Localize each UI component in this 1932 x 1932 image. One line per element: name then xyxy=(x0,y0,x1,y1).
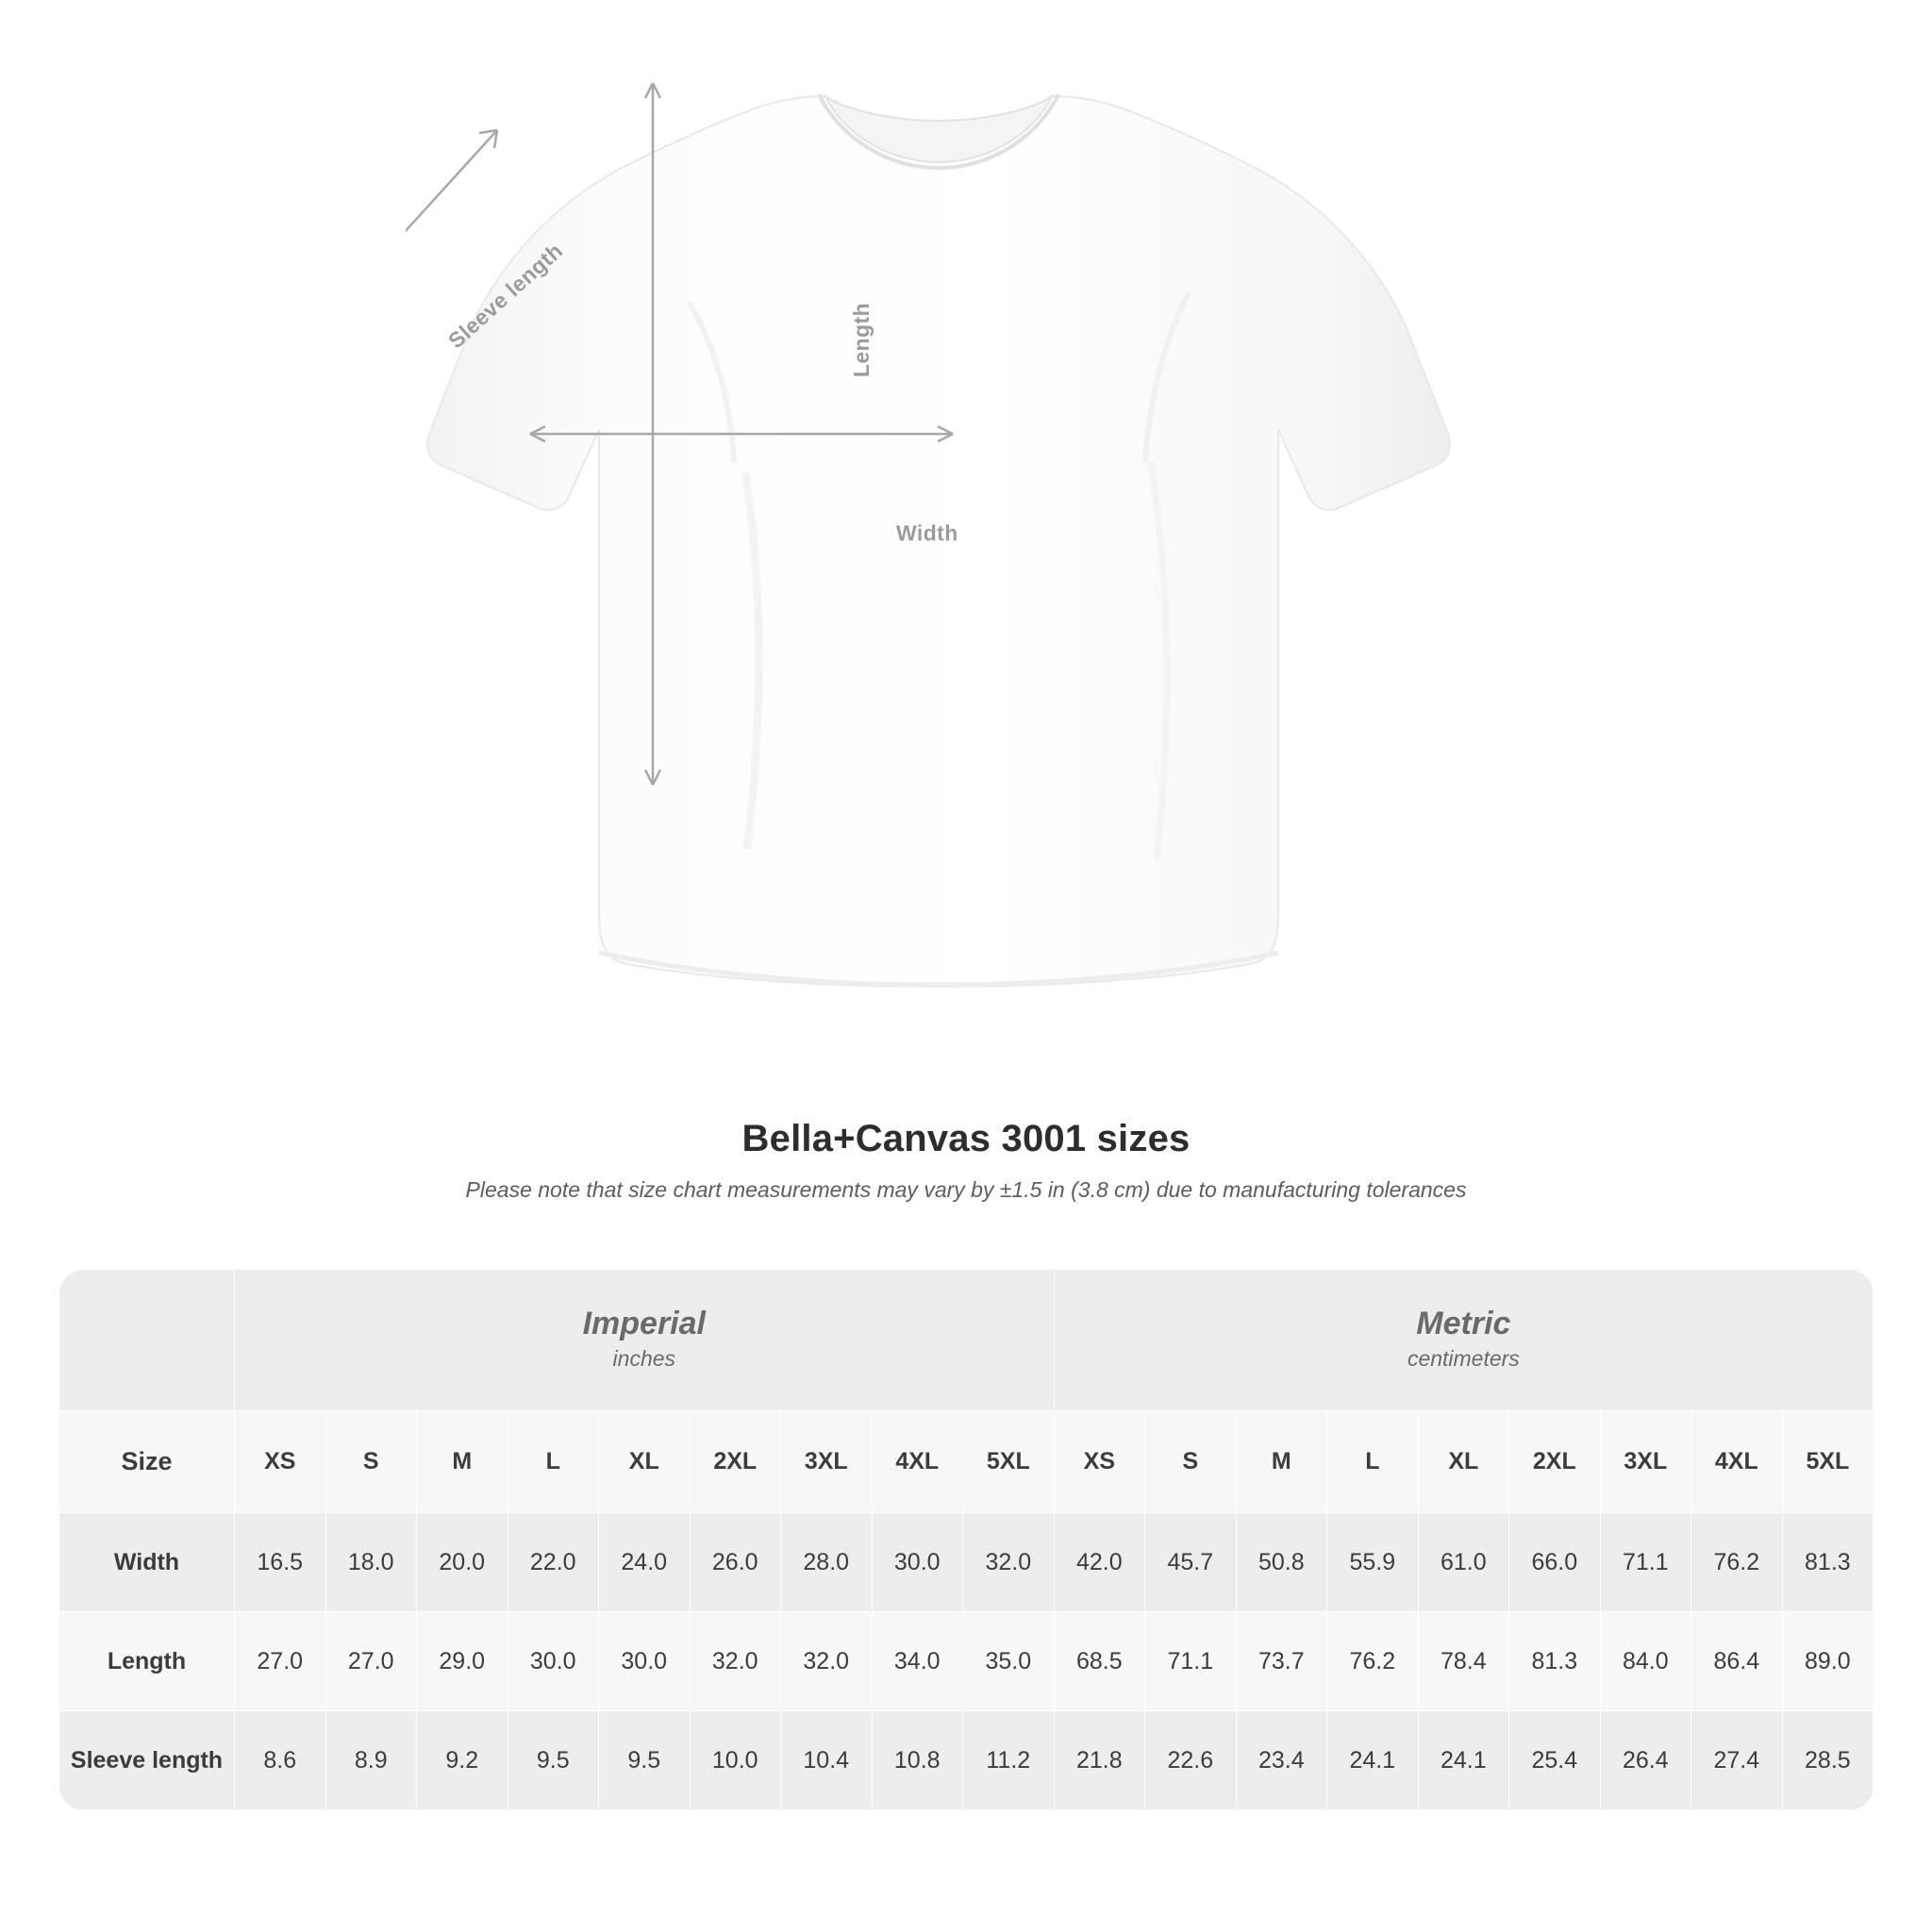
table-corner-cell xyxy=(59,1270,235,1411)
measurement-cell: 18.0 xyxy=(325,1513,417,1612)
measurement-cell: 30.0 xyxy=(599,1612,691,1711)
measurement-cell: 23.4 xyxy=(1236,1711,1327,1810)
measurement-cell: 68.5 xyxy=(1054,1612,1145,1711)
page-title: Bella+Canvas 3001 sizes xyxy=(741,1118,1191,1159)
size-header-cell: 5XL xyxy=(963,1411,1055,1513)
unit-name: Imperial xyxy=(582,1305,706,1341)
measurement-cell: 28.5 xyxy=(1782,1711,1874,1810)
measurement-cell: 10.8 xyxy=(872,1711,963,1810)
measurement-cell: 84.0 xyxy=(1600,1612,1691,1711)
size-header-cell: L xyxy=(1327,1411,1419,1513)
measurement-cell: 32.0 xyxy=(781,1612,873,1711)
size-header-cell: 2XL xyxy=(1509,1411,1601,1513)
unit-subtitle: centimeters xyxy=(1407,1345,1520,1371)
size-header-label: Size xyxy=(59,1411,235,1513)
measurement-cell: 9.5 xyxy=(508,1711,599,1810)
measurement-cell: 50.8 xyxy=(1236,1513,1327,1612)
measurement-cell: 27.4 xyxy=(1691,1711,1783,1810)
measurement-cell: 24.0 xyxy=(599,1513,691,1612)
unit-header-metric xyxy=(1054,1270,1874,1411)
unit-subtitle: inches xyxy=(612,1345,676,1371)
measurement-cell: 16.5 xyxy=(235,1513,326,1612)
size-header-cell: S xyxy=(1145,1411,1237,1513)
measurement-cell: 73.7 xyxy=(1236,1612,1327,1711)
size-table xyxy=(58,1269,1874,1810)
measurement-cell: 61.0 xyxy=(1418,1513,1509,1612)
measurement-cell: 9.2 xyxy=(417,1711,508,1810)
unit-header-row xyxy=(59,1270,1874,1411)
table-row xyxy=(59,1513,1874,1612)
measurement-cell: 29.0 xyxy=(417,1612,508,1711)
measurement-cell: 27.0 xyxy=(325,1612,417,1711)
measurement-cell: 42.0 xyxy=(1054,1513,1145,1612)
measurement-cell: 20.0 xyxy=(417,1513,508,1612)
measurement-cell: 71.1 xyxy=(1145,1612,1237,1711)
measurement-cell: 24.1 xyxy=(1327,1711,1419,1810)
measurement-cell: 89.0 xyxy=(1782,1612,1874,1711)
measurement-cell: 78.4 xyxy=(1418,1612,1509,1711)
size-header-row xyxy=(59,1411,1874,1513)
measurement-cell: 76.2 xyxy=(1327,1612,1419,1711)
unit-header-imperial xyxy=(235,1270,1055,1411)
measurement-cell: 66.0 xyxy=(1509,1513,1601,1612)
measurement-cell: 28.0 xyxy=(781,1513,873,1612)
row-label-sleeve-length: Sleeve length xyxy=(59,1711,235,1810)
measurement-cell: 10.4 xyxy=(781,1711,873,1810)
measurement-cell: 30.0 xyxy=(508,1612,599,1711)
size-table-container xyxy=(58,1269,1874,1810)
measurement-cell: 25.4 xyxy=(1509,1711,1601,1810)
title-block xyxy=(0,1118,1932,1203)
measurement-cell: 45.7 xyxy=(1145,1513,1237,1612)
measurement-cell: 35.0 xyxy=(963,1612,1055,1711)
size-header-cell: XS xyxy=(235,1411,326,1513)
row-label-length: Length xyxy=(59,1612,235,1711)
measurement-cell: 8.9 xyxy=(325,1711,417,1810)
table-row xyxy=(59,1612,1874,1711)
measurement-cell: 81.3 xyxy=(1509,1612,1601,1711)
measurement-cell: 55.9 xyxy=(1327,1513,1419,1612)
size-header-cell: 4XL xyxy=(1691,1411,1783,1513)
size-header-cell: S xyxy=(325,1411,417,1513)
measurement-cell: 22.0 xyxy=(508,1513,599,1612)
size-header-cell: M xyxy=(1236,1411,1327,1513)
measurement-cell: 24.1 xyxy=(1418,1711,1509,1810)
measurement-cell: 86.4 xyxy=(1691,1612,1783,1711)
tshirt-icon xyxy=(406,66,1472,1066)
size-header-cell: 2XL xyxy=(690,1411,781,1513)
sleeve-length-dimension-label: Sleeve length xyxy=(443,238,568,354)
width-dimension-label: Width xyxy=(896,521,958,545)
measurement-cell: 21.8 xyxy=(1054,1711,1145,1810)
size-header-cell: 5XL xyxy=(1782,1411,1874,1513)
measurement-cell: 8.6 xyxy=(235,1711,326,1810)
measurement-cell: 27.0 xyxy=(235,1612,326,1711)
unit-name: Metric xyxy=(1416,1305,1511,1341)
size-header-cell: XS xyxy=(1054,1411,1145,1513)
measurement-cell: 9.5 xyxy=(599,1711,691,1810)
size-header-cell: 3XL xyxy=(781,1411,873,1513)
measurement-cell: 71.1 xyxy=(1600,1513,1691,1612)
measurement-cell: 26.4 xyxy=(1600,1711,1691,1810)
size-header-cell: XL xyxy=(599,1411,691,1513)
measurement-cell: 11.2 xyxy=(963,1711,1055,1810)
measurement-cell: 10.0 xyxy=(690,1711,781,1810)
row-label-width: Width xyxy=(59,1513,235,1612)
measurement-cell: 32.0 xyxy=(963,1513,1055,1612)
length-dimension-label: Length xyxy=(849,302,874,377)
measurement-cell: 30.0 xyxy=(872,1513,963,1612)
measurement-cell: 26.0 xyxy=(690,1513,781,1612)
measurement-cell: 32.0 xyxy=(690,1612,781,1711)
size-header-cell: 3XL xyxy=(1600,1411,1691,1513)
tolerance-note: Please note that size chart measurements may vary by ±1.5 in (3.8 cm) due to manufacturing tolerances xyxy=(465,1177,1467,1202)
size-header-cell: M xyxy=(417,1411,508,1513)
measurement-cell: 81.3 xyxy=(1782,1513,1874,1612)
measurement-cell: 22.6 xyxy=(1145,1711,1237,1810)
measurement-cell: 76.2 xyxy=(1691,1513,1783,1612)
measurement-cell: 34.0 xyxy=(872,1612,963,1711)
size-header-cell: XL xyxy=(1418,1411,1509,1513)
size-header-cell: L xyxy=(508,1411,599,1513)
table-row xyxy=(59,1711,1874,1810)
size-header-cell: 4XL xyxy=(872,1411,963,1513)
